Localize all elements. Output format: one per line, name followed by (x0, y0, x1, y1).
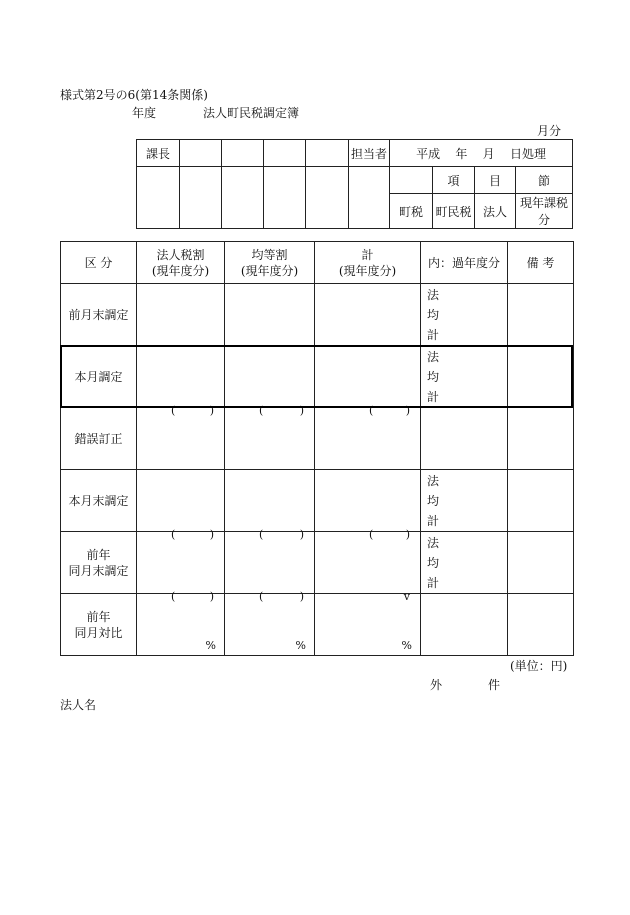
remarks-cell[interactable] (508, 594, 574, 656)
paren-close: ) (405, 528, 410, 541)
breakdown-item: 均 (427, 493, 440, 508)
section-value: 現年課税分 (516, 194, 573, 229)
form-reference: 様式第2号の6(第14条関係) (60, 88, 208, 102)
corporation-name-label: 法人名 (60, 698, 97, 712)
corp-tax-cell[interactable] (137, 594, 225, 656)
paren-close: ) (209, 404, 214, 417)
header-text: 法人税割 (156, 247, 205, 262)
equal-levy-cell[interactable] (225, 284, 315, 346)
unit-label: (単位：円) (510, 659, 568, 673)
header-equal-levy (225, 242, 315, 284)
paren-close: ) (209, 528, 214, 541)
total-cell[interactable] (315, 346, 421, 417)
breakdown-cell[interactable] (421, 408, 508, 470)
row-label (61, 532, 137, 594)
total-cell[interactable] (315, 594, 421, 656)
breakdown-cell[interactable] (421, 594, 508, 656)
corp-tax-cell[interactable] (137, 346, 225, 417)
stamp-cell[interactable] (222, 167, 264, 229)
equal-levy-cell[interactable] (225, 346, 315, 417)
corp-tax-cell[interactable] (137, 408, 225, 470)
header-text: 計 (361, 247, 374, 262)
paren-open: ( (259, 528, 264, 541)
item-label: 項 (433, 167, 475, 194)
staff-stamp-cell[interactable] (349, 167, 390, 229)
paren-open: ( (171, 528, 176, 541)
breakdown-cell[interactable] (421, 470, 508, 532)
paren-close: ) (405, 404, 410, 417)
corp-tax-cell[interactable] (137, 470, 225, 541)
paren-open: ( (259, 590, 264, 603)
total-cell[interactable] (315, 532, 421, 603)
breakdown-item: 計 (427, 328, 440, 343)
row-label: 前月末調定 (61, 284, 137, 346)
remarks-cell[interactable] (508, 346, 574, 408)
header-text: 均等割 (251, 247, 288, 262)
equal-levy-cell[interactable] (225, 532, 315, 603)
equal-levy-cell[interactable] (225, 470, 315, 541)
stamp-cell[interactable] (180, 140, 222, 167)
row-label (61, 594, 137, 656)
breakdown-cell[interactable] (421, 346, 508, 408)
header-corp-tax (137, 242, 225, 284)
stamp-cell[interactable] (264, 167, 306, 229)
corp-tax-cell[interactable] (137, 532, 225, 603)
breakdown-item: 均 (427, 307, 440, 322)
staff-label: 担当者 (349, 140, 390, 167)
paren-open: ( (171, 590, 176, 603)
header-total (315, 242, 421, 284)
town-tax-tag: 町税 (390, 194, 433, 229)
paren-close: ) (299, 528, 304, 541)
row-label: 本月末調定 (61, 470, 137, 532)
breakdown-item: 均 (427, 555, 440, 570)
header-text: (現年度分) (338, 263, 397, 278)
row-label-line: 同月末調定 (68, 563, 129, 578)
paren-open: ( (171, 404, 176, 417)
remarks-cell[interactable] (508, 470, 574, 532)
breakdown-item: 計 (427, 390, 440, 405)
approval-table (136, 139, 573, 229)
processing-date (390, 140, 573, 167)
header-text: (現年度分) (151, 263, 210, 278)
row-label-line: 同月対比 (74, 625, 123, 640)
paren-close: ) (299, 404, 304, 417)
sub-value: 法人 (475, 194, 516, 229)
month-label: 月分 (537, 124, 562, 138)
total-cell[interactable] (315, 470, 421, 541)
stamp-cell[interactable] (306, 167, 349, 229)
row-label-line: 前年 (86, 609, 111, 624)
item-value: 町民税 (433, 194, 475, 229)
paren-open: ( (259, 404, 264, 417)
day-process-label: 日処理 (509, 146, 546, 161)
stamp-cell[interactable] (222, 140, 264, 167)
sub-label: 目 (475, 167, 516, 194)
remarks-cell[interactable] (508, 532, 574, 594)
percent-sign: % (295, 639, 306, 652)
percent-sign: % (205, 639, 216, 652)
stamp-cell[interactable] (306, 140, 349, 167)
year-label: 年 (455, 146, 468, 161)
stamp-cell[interactable] (264, 140, 306, 167)
stamp-cell[interactable] (180, 167, 222, 229)
count-label: 件 (488, 678, 501, 692)
chief-label: 課長 (137, 140, 180, 167)
month-of-date-label: 月 (482, 146, 495, 161)
section-label: 節 (516, 167, 573, 194)
equal-levy-cell[interactable] (225, 408, 315, 470)
percent-sign: % (401, 639, 412, 652)
corp-tax-cell[interactable] (137, 284, 225, 346)
outside-label: 外 (430, 678, 443, 692)
header-past-years: 内：過年度分 (421, 242, 508, 284)
ledger-table (60, 241, 574, 656)
breakdown-cell[interactable] (421, 532, 508, 594)
chief-stamp-cell[interactable] (137, 167, 180, 229)
header-category: 区 分 (61, 242, 137, 284)
total-cell[interactable] (315, 284, 421, 346)
breakdown-item: 法 (427, 535, 440, 550)
paren-open: ( (369, 404, 374, 417)
paren-close: ) (299, 590, 304, 603)
paren-open: ( (369, 528, 374, 541)
fiscal-year-label: 年度 (132, 106, 157, 120)
era-label: 平成 (416, 146, 441, 161)
row-label: 本月調定 (61, 346, 137, 408)
row-label-line: 前年 (86, 547, 111, 562)
breakdown-item: 均 (427, 369, 440, 384)
total-cell[interactable] (315, 408, 421, 470)
paren-close: ) (209, 590, 214, 603)
blank-cell (390, 167, 433, 194)
breakdown-item: 法 (427, 349, 440, 364)
breakdown-item: 法 (427, 473, 440, 488)
remarks-cell[interactable] (508, 408, 574, 470)
breakdown-item: 法 (427, 287, 440, 302)
document-title: 法人町民税調定簿 (203, 106, 300, 120)
equal-levy-cell[interactable] (225, 594, 315, 656)
breakdown-cell[interactable] (421, 284, 508, 346)
breakdown-item: 計 (427, 576, 440, 591)
v-mark: v (403, 590, 410, 603)
header-remarks: 備 考 (508, 242, 574, 284)
remarks-cell[interactable] (508, 284, 574, 346)
header-text: (現年度分) (240, 263, 299, 278)
row-label: 錯誤訂正 (61, 408, 137, 470)
breakdown-item: 計 (427, 514, 440, 529)
